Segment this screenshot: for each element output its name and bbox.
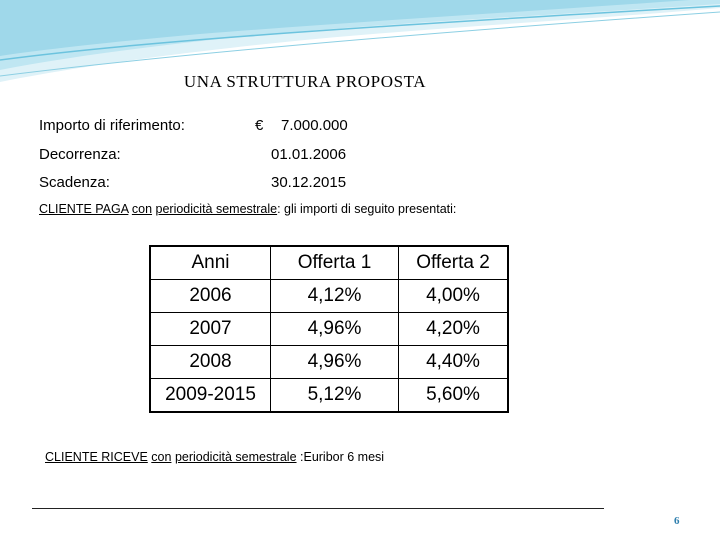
importo-value: 7.000.000 <box>281 117 348 134</box>
paga-note-cliente: CLIENTE PAGA <box>39 202 129 216</box>
riceve-note-cliente: CLIENTE RICEVE <box>45 450 148 464</box>
table-cell: 4,00% <box>399 280 509 313</box>
decorrenza-value: 01.01.2006 <box>271 146 347 163</box>
table-cell: 2006 <box>150 280 271 313</box>
table-cell: 2009-2015 <box>150 379 271 413</box>
table-cell: 4,96% <box>271 346 399 379</box>
paga-note-periodicita: periodicità semestrale <box>155 202 278 216</box>
scadenza-label: Scadenza: <box>39 174 110 191</box>
scadenza-value: 30.12.2015 <box>271 174 347 191</box>
table-row <box>150 379 508 413</box>
table-header-cell: Anni <box>150 246 271 280</box>
table-row <box>150 346 508 379</box>
table-cell: 4,40% <box>399 346 509 379</box>
table-cell: 5,12% <box>271 379 399 413</box>
riceve-note-rest: :Euribor 6 mesi <box>296 450 385 464</box>
riceve-note-con: con <box>151 450 172 464</box>
page-title: UNA STRUTTURA PROPOSTA <box>183 72 427 91</box>
paga-note <box>39 202 456 216</box>
table-row <box>150 313 508 346</box>
table-cell: 2007 <box>150 313 271 346</box>
table-cell: 4,20% <box>399 313 509 346</box>
table-header-cell: Offerta 1 <box>271 246 399 280</box>
importo-currency: € <box>255 117 264 134</box>
riceve-note <box>45 450 384 464</box>
table-cell: 2008 <box>150 346 271 379</box>
footer-divider <box>32 508 604 509</box>
table-header-cell: Offerta 2 <box>399 246 509 280</box>
table-header-row <box>150 246 508 280</box>
table-cell: 4,96% <box>271 313 399 346</box>
decorrenza-label: Decorrenza: <box>39 146 121 163</box>
page-number: 6 <box>674 515 680 527</box>
paga-note-rest: : gli importi di seguito presentati: <box>277 202 457 216</box>
offers-table <box>149 245 509 413</box>
paga-note-con: con <box>131 202 153 216</box>
table-row <box>150 280 508 313</box>
importo-label: Importo di riferimento: <box>39 117 185 134</box>
table-cell: 4,12% <box>271 280 399 313</box>
table-cell: 5,60% <box>426 384 480 405</box>
riceve-note-periodicita: periodicità semestrale <box>174 450 297 464</box>
